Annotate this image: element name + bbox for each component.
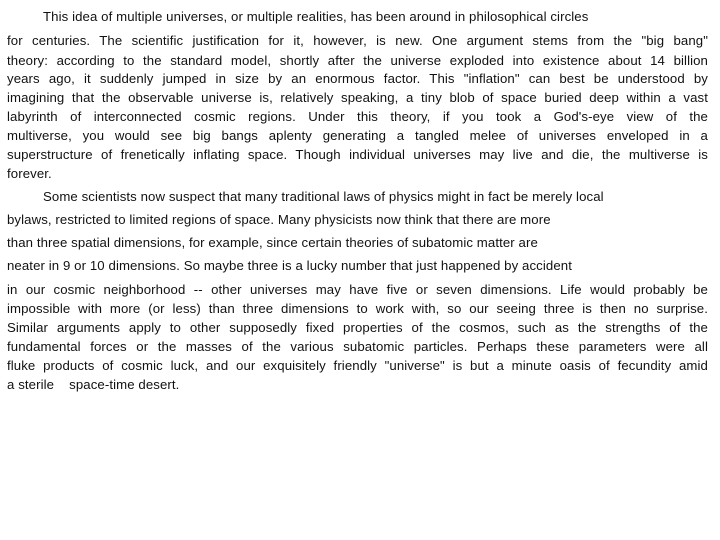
paragraph-1-line-8: superstructure of frenetically inflating space. Though individual universes may live and die, the multiverse is [7, 147, 708, 162]
paragraph-2-line-5: in our cosmic neighborhood -- other universes may have five or seven dimensions. Life would probably be [7, 282, 708, 297]
paragraph-2-line-1: Some scientists now suspect that many traditional laws of physics might in fact be merely local [43, 189, 604, 204]
paragraph-2-line-7: Similar arguments apply to other supposedly fixed properties of the cosmos, such as the strengths of the [7, 320, 708, 335]
paragraph-1-line-5: imagining that the observable universe is, relatively speaking, a tiny blob of space buried deep within a vast [7, 90, 708, 105]
paragraph-1-line-4: years ago, it suddenly jumped in size by an enormous factor. This "inflation" can best be understood by [7, 71, 708, 86]
paragraph-1-line-6: labyrinth of interconnected cosmic regions. Under this theory, if you took a God's-eye view of the [7, 109, 708, 124]
paragraph-1-line-3: theory: according to the standard model, shortly after the universe exploded into existence about 14 billion [7, 53, 708, 68]
paragraph-1-line-7: multiverse, you would see big bangs aplenty generating a tangled melee of universes enveloped in a [7, 128, 708, 143]
paragraph-2-line-4: neater in 9 or 10 dimensions. So maybe three is a lucky number that just happened by accident [7, 258, 572, 273]
paragraph-1-line-2: for centuries. The scientific justification for it, however, is new. One argument stems from the "big bang" [7, 33, 708, 48]
paragraph-1-line-1: This idea of multiple universes, or multiple realities, has been around in philosophical circles [43, 9, 589, 24]
paragraph-1-line-9: forever. [7, 166, 52, 181]
paragraph-2-line-8: fundamental forces or the masses of the various subatomic particles. Perhaps these parameters were all [7, 339, 708, 354]
paragraph-2-line-9: fluke products of cosmic luck, and our exquisitely friendly "universe" is but a minute oasis of fecundity amid [7, 358, 708, 373]
paragraph-2-line-6: impossible with more (or less) than three dimensions to work with, so our seeing three is then no surprise. [7, 301, 708, 316]
paragraph-2-line-10: a sterile space-time desert. [7, 377, 180, 392]
paragraph-2-line-3: than three spatial dimensions, for example, since certain theories of subatomic matter are [7, 235, 538, 250]
paragraph-2-line-2: bylaws, restricted to limited regions of space. Many physicists now think that there are more [7, 212, 551, 227]
